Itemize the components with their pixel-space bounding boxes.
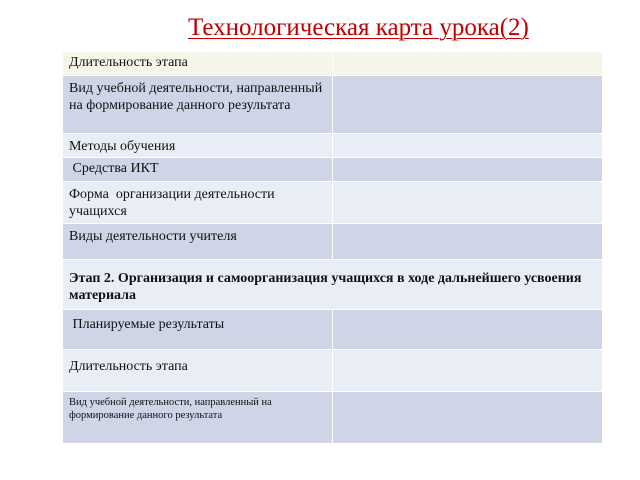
row-label: Планируемые результаты	[63, 310, 333, 350]
row-label: Методы обучения	[63, 134, 333, 158]
row-label: Длительность этапа	[63, 350, 333, 392]
table-row	[63, 224, 603, 260]
stage-heading-row	[63, 260, 603, 310]
table-row	[63, 392, 603, 444]
row-value	[333, 158, 603, 182]
stage-heading: Этап 2. Организация и самоорганизация учащихся в ходе дальнейшего усвоения материала	[63, 260, 603, 310]
row-value	[333, 224, 603, 260]
table-row	[63, 52, 603, 76]
row-label: Вид учебной деятельности, направленный на формирование данного результата	[63, 76, 333, 134]
row-label: Средства ИКТ	[63, 158, 333, 182]
row-value	[333, 310, 603, 350]
slide-title: Технологическая карта урока(2)	[188, 14, 529, 41]
table-row	[63, 310, 603, 350]
table-row	[63, 350, 603, 392]
lesson-technology-card-table	[62, 51, 603, 444]
row-label: Виды деятельности учителя	[63, 224, 333, 260]
table-row	[63, 134, 603, 158]
row-value	[333, 392, 603, 444]
row-label: Длительность этапа	[63, 52, 333, 76]
table-row	[63, 158, 603, 182]
row-value	[333, 350, 603, 392]
table-row	[63, 76, 603, 134]
row-value	[333, 134, 603, 158]
row-label: Вид учебной деятельности, направленный на формирование данного результата	[63, 392, 333, 444]
row-value	[333, 76, 603, 134]
row-value	[333, 182, 603, 224]
row-value	[333, 52, 603, 76]
row-label: Форма организации деятельности учащихся	[63, 182, 333, 224]
table-row	[63, 182, 603, 224]
